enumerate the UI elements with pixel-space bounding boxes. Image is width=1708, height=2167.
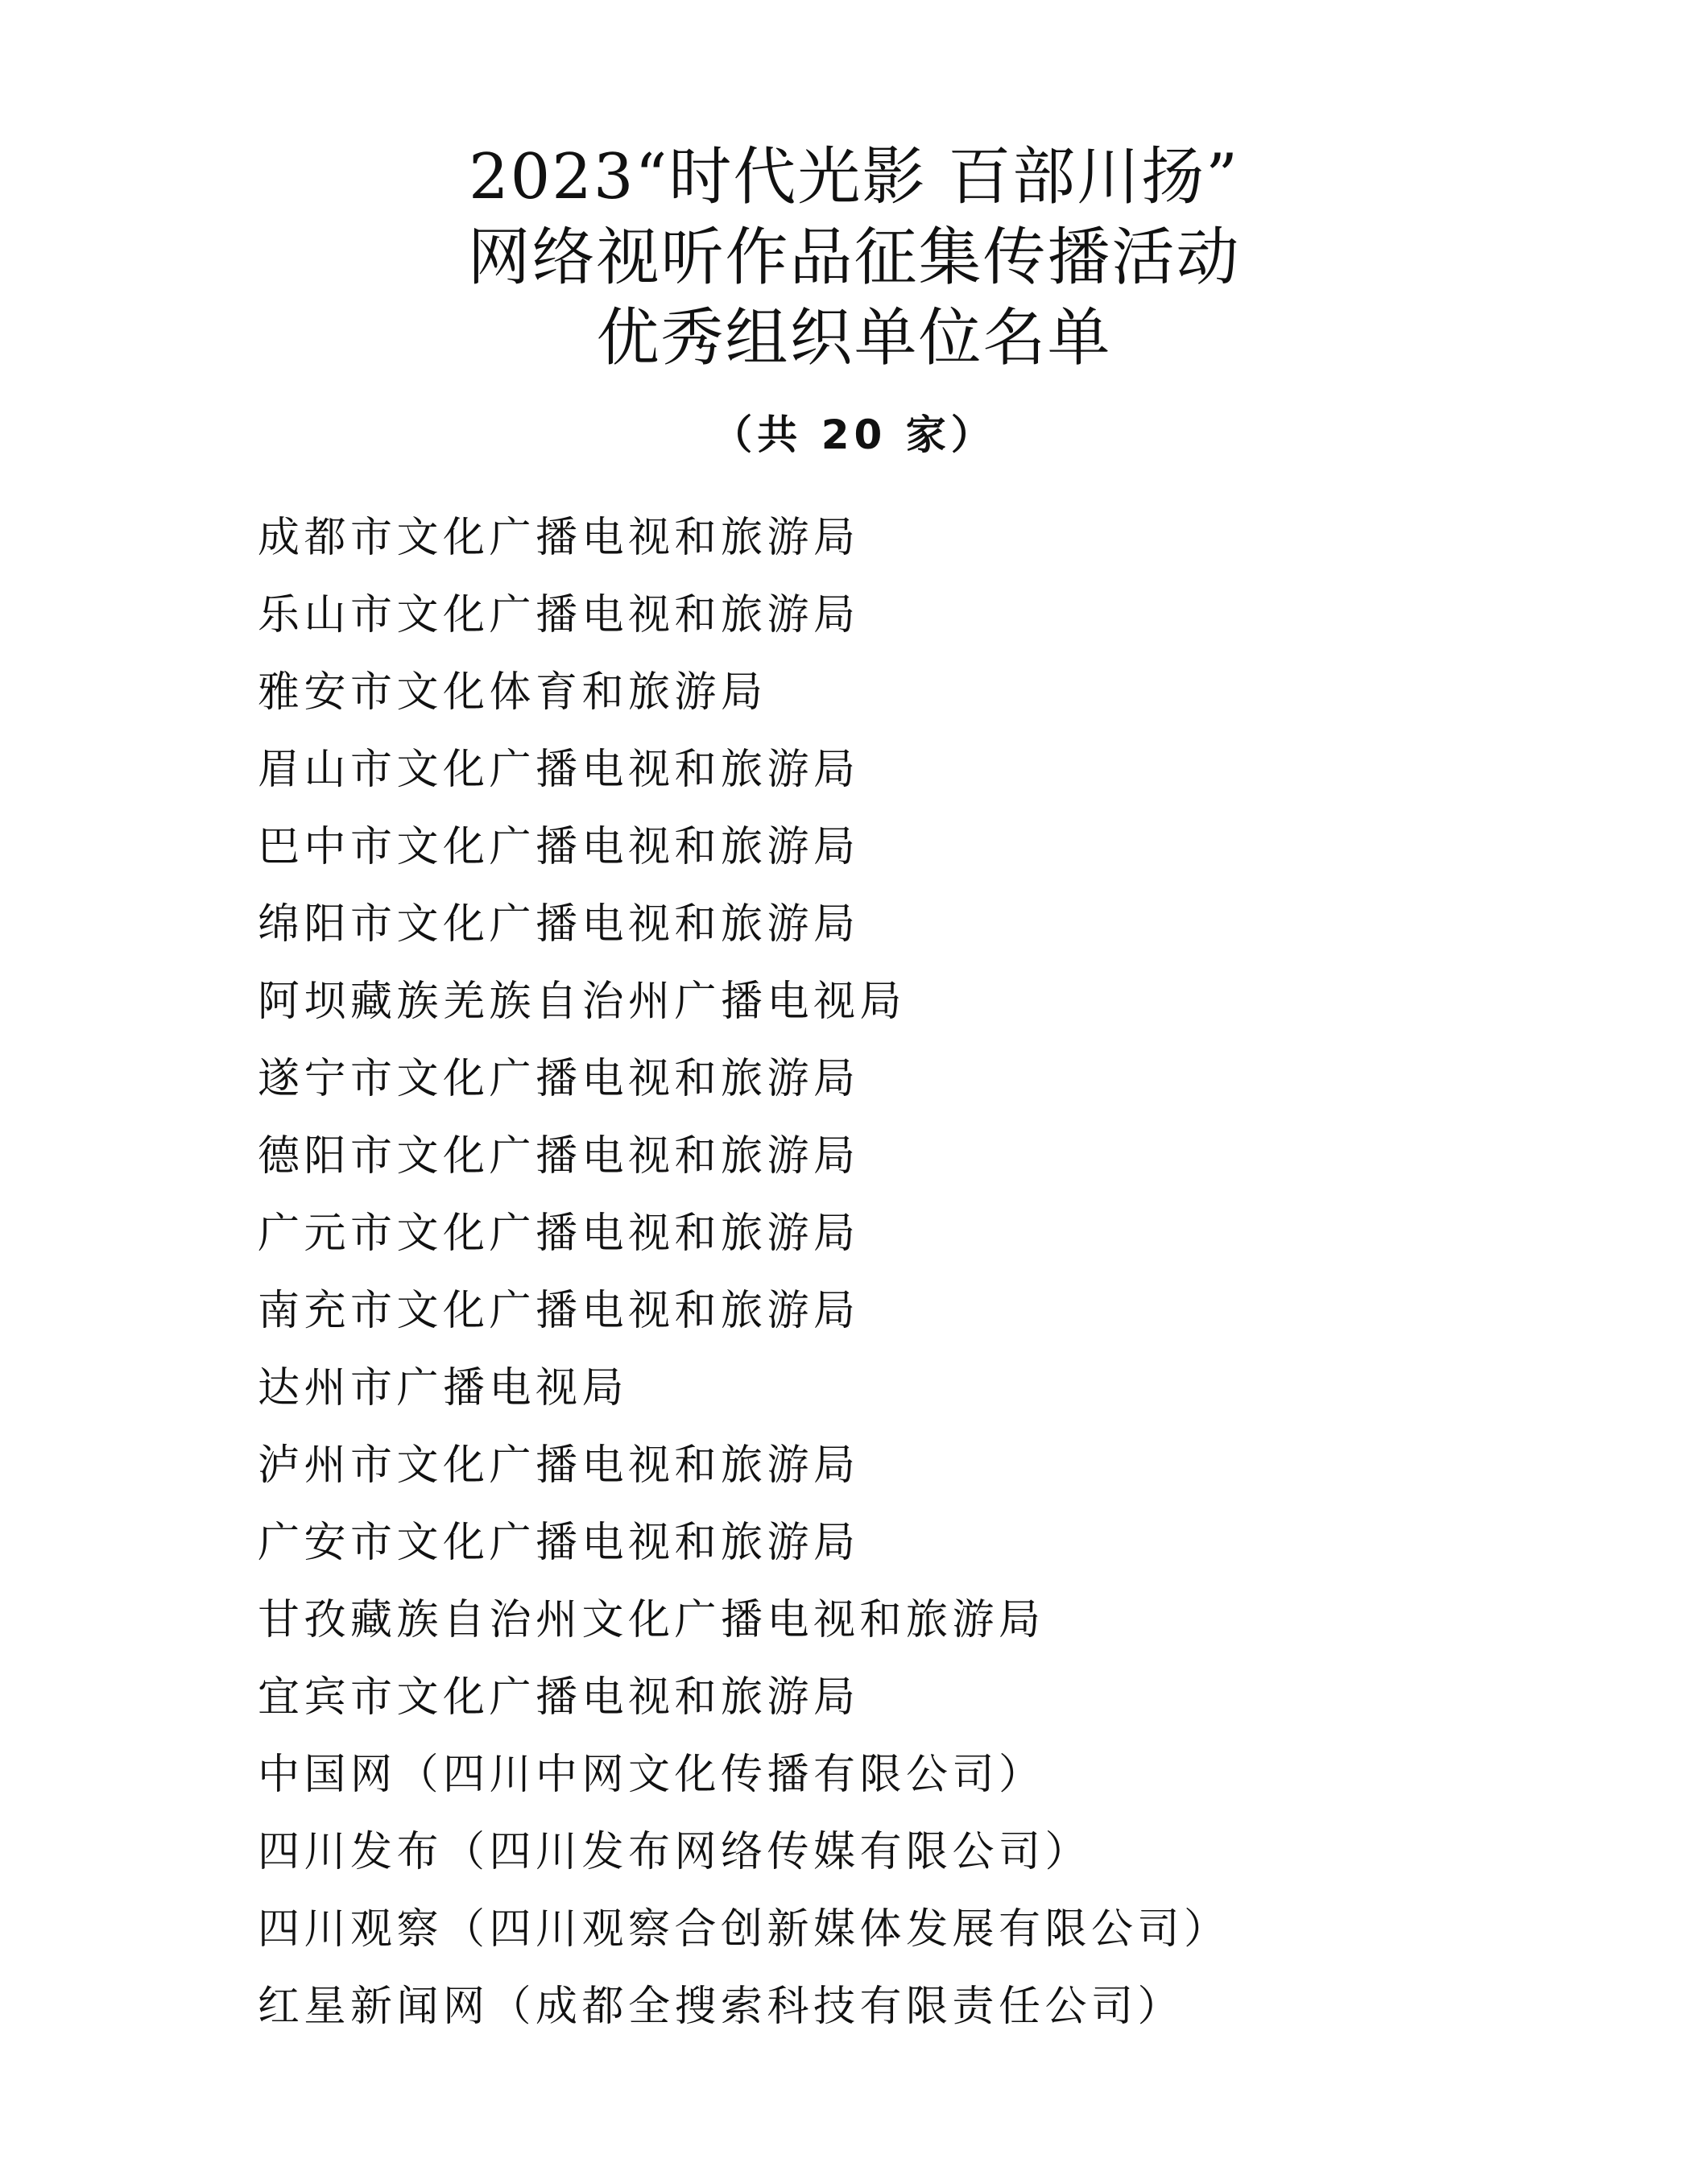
list-item: 南充市文化广播电视和旅游局 (258, 1287, 860, 1335)
title-line-1: 2023“时代光影 百部川扬” (468, 141, 1240, 213)
list-item: 四川发布（四川发布网络传媒有限公司） (258, 1828, 1092, 1876)
title-line-2: 网络视听作品征集传播活动 (467, 221, 1241, 294)
list-item: 阿坝藏族羌族自治州广播电视局 (258, 978, 907, 1026)
list-item: 泸州市文化广播电视和旅游局 (258, 1441, 860, 1490)
list-item: 广安市文化广播电视和旅游局 (258, 1519, 860, 1567)
list-item: 中国网（四川中网文化传播有限公司） (258, 1751, 1045, 1799)
list-item: 遂宁市文化广播电视和旅游局 (258, 1055, 860, 1103)
organization-count: （共 20 家） (712, 411, 996, 458)
list-item: 成都市文化广播电视和旅游局 (258, 514, 860, 562)
document-title (0, 137, 1708, 378)
list-item: 眉山市文化广播电视和旅游局 (258, 746, 860, 794)
list-item: 雅安市文化体育和旅游局 (258, 668, 767, 717)
list-item: 宜宾市文化广播电视和旅游局 (258, 1673, 860, 1722)
list-item: 广元市文化广播电视和旅游局 (258, 1210, 860, 1258)
list-item: 巴中市文化广播电视和旅游局 (258, 823, 860, 871)
list-item: 红星新闻网（成都全搜索科技有限责任公司） (258, 1983, 1185, 2031)
list-item: 达州市广播电视局 (258, 1364, 629, 1412)
title-line-3: 优秀组织单位名单 (596, 302, 1112, 374)
list-item: 德阳市文化广播电视和旅游局 (258, 1132, 860, 1181)
list-item: 甘孜藏族自治州文化广播电视和旅游局 (258, 1596, 1045, 1644)
organization-list (258, 499, 1230, 2045)
list-item: 绵阳市文化广播电视和旅游局 (258, 900, 860, 949)
list-item: 乐山市文化广播电视和旅游局 (258, 591, 860, 639)
list-item: 四川观察（四川观察合创新媒体发展有限公司） (258, 1905, 1230, 1954)
